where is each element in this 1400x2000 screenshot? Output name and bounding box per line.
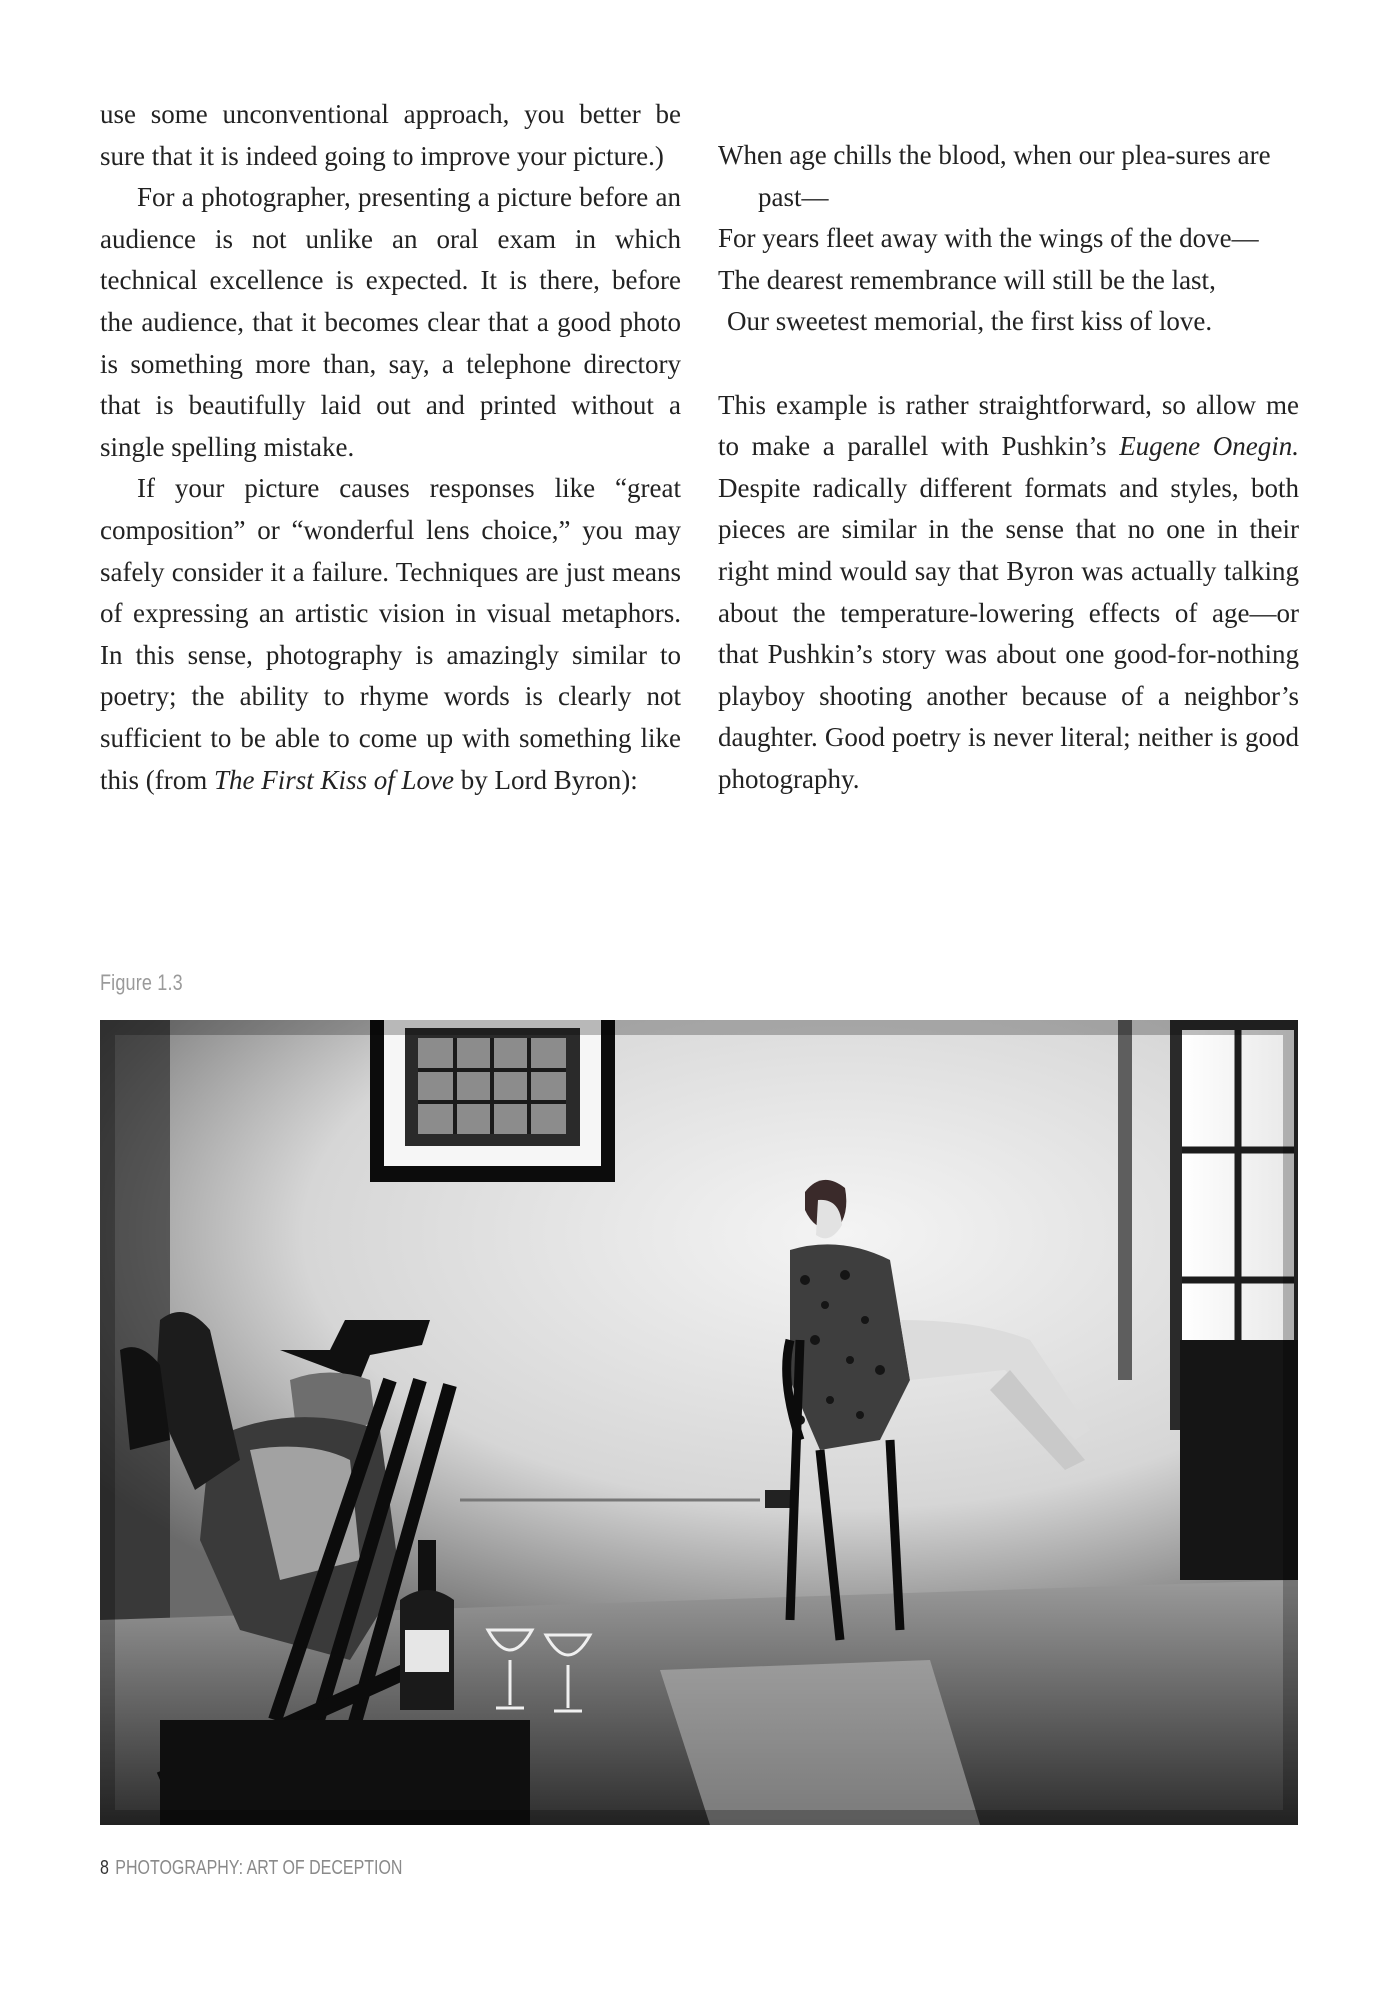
poem-title: The First Kiss of Love xyxy=(214,764,455,795)
framed-picture xyxy=(370,1020,615,1182)
radiator xyxy=(1180,1340,1298,1580)
paragraph-techniques-text: If your picture causes responses like “great composition” or “wonderful lens choice,” you may safely consider it a failure. Techniques are just means of expressing an artistic vision in visual metaphors. In this sense, photography is amazingly similar to poetry; the ability to rhyme words is clearly not sufficient to be able to come up with something like this (from xyxy=(100,473,681,795)
poem-line-3: The dearest remembrance will still be the last, xyxy=(718,264,1216,295)
running-title: PHOTOGRAPHY: ART OF DECEPTION xyxy=(115,1857,403,1879)
figure-caption: Figure 1.3 xyxy=(100,970,183,995)
right-text-column xyxy=(718,135,1299,801)
left-text-column xyxy=(100,94,681,801)
page-number: 8 xyxy=(100,1857,109,1879)
poem-line-4: Our sweetest memorial, the first kiss of love. xyxy=(727,306,1213,337)
poem-attribution: by Lord Byron): xyxy=(454,764,638,795)
paragraph-techniques xyxy=(100,468,681,801)
paragraph-presenting-picture: For a photographer, presenting a picture before an audience is not unlike an oral exam in which technical excellence is expected. It is there, before the audience, that it becomes clear that a good photo is something more than, say, a telephone directory that is beautifully laid out and printed without a single spelling mistake. xyxy=(100,182,681,462)
outlet xyxy=(765,1490,793,1508)
poem-quote xyxy=(718,135,1299,343)
paragraph-continuation: use some unconventional approach, you better be sure that it is indeed going to improve your picture.) xyxy=(100,99,681,171)
paragraph-pushkin-rest: Despite radically different formats and styles, both pieces are similar in the sense that no one in their right mind would say that Byron was actually talking about the temperature-lowering effects of age—or that Pushkin’s story was about one good-for-nothing playboy shooting another because of a neighbor’s daughter. Good poetry is never literal; neither is good photography. xyxy=(718,472,1299,794)
pipe xyxy=(1118,1020,1132,1380)
page-footer xyxy=(100,1857,402,1880)
paragraph-pushkin-text: This example is rather straightforward, so allow me to make a parallel with Pushkin’s xyxy=(718,389,1299,462)
photograph xyxy=(100,1020,1298,1825)
poem-line-2: For years fleet away with the wings of the dove— xyxy=(718,223,1259,254)
novel-title: Eugene Onegin. xyxy=(1119,431,1300,462)
table xyxy=(160,1720,530,1825)
paragraph-pushkin xyxy=(718,385,1299,801)
rug xyxy=(660,1660,980,1825)
poem-line-1: When age chills the blood, when our plea-sures are past— xyxy=(718,140,1271,212)
photograph-illustration xyxy=(100,1020,1298,1825)
